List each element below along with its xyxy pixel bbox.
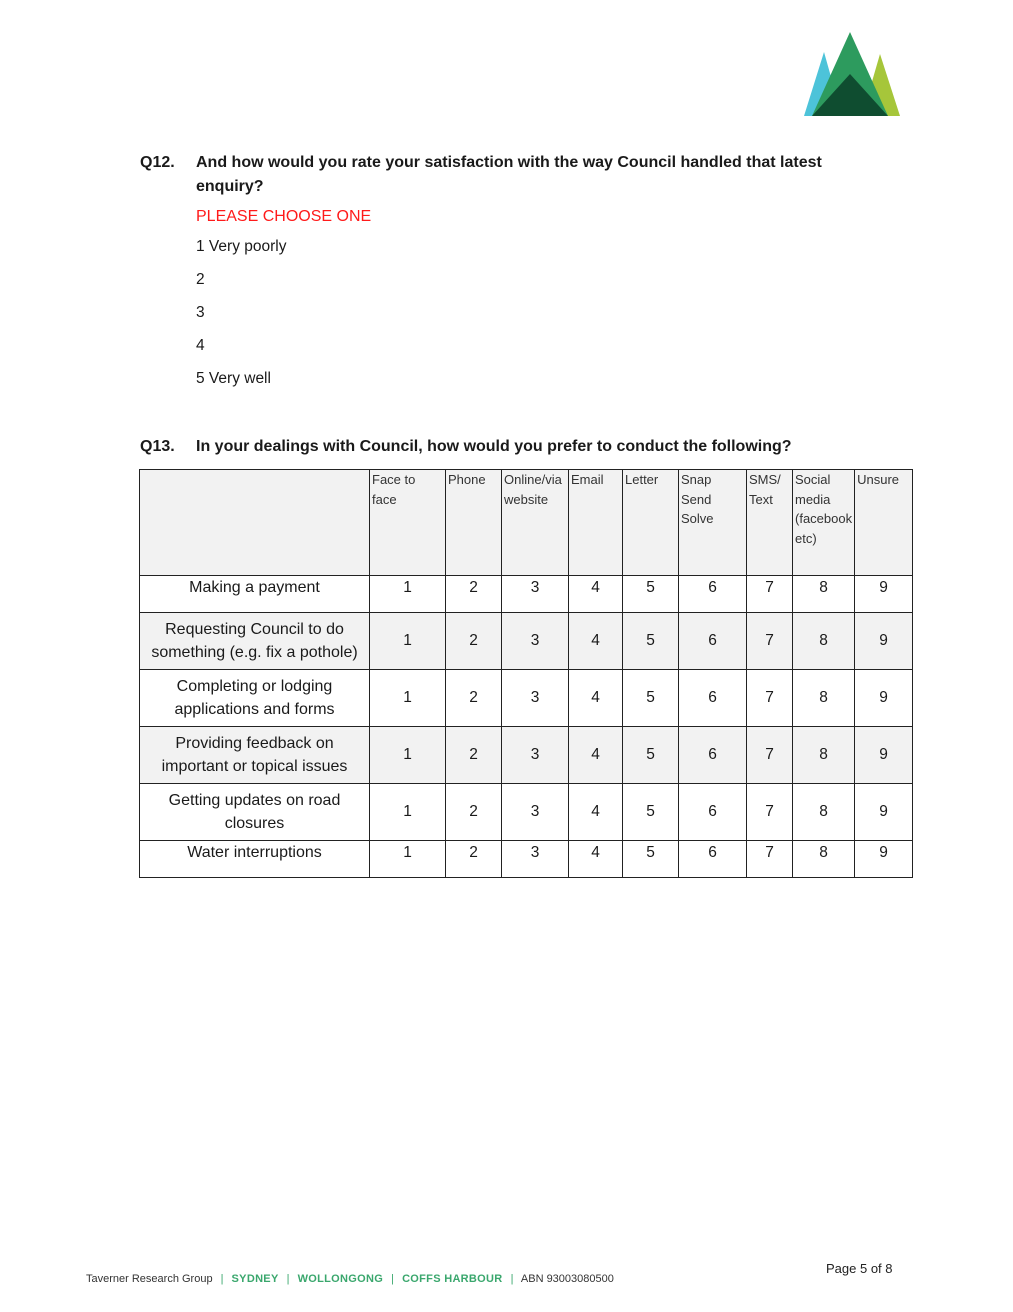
code-cell[interactable]: 3 [502,670,569,727]
row-label: Getting updates on road closures [140,784,370,841]
table-row [140,784,913,841]
code-cell[interactable]: 2 [446,841,502,878]
code-cell[interactable]: 8 [793,784,855,841]
row-label: Water interruptions [140,841,370,878]
option-5[interactable]: 5 Very well [196,370,271,387]
footer-separator: | [391,1273,394,1285]
table-row [140,727,913,784]
row-label: Making a payment [140,576,370,613]
footer-abn: ABN 93003080500 [520,1273,614,1285]
row-label: Completing or lodging applications and forms [140,670,370,727]
table-row [140,841,913,878]
table-row [140,576,913,613]
col-sms: SMS/ Text [747,470,793,576]
code-cell[interactable]: 6 [679,841,747,878]
code-cell[interactable]: 2 [446,727,502,784]
question-12-options [196,237,836,402]
row-label: Requesting Council to do something (e.g. fix a pothole) [140,613,370,670]
code-cell[interactable]: 7 [747,670,793,727]
option-4[interactable]: 4 [196,337,205,354]
table-row [140,670,913,727]
code-cell[interactable]: 4 [569,670,623,727]
col-phone: Phone [446,470,502,576]
col-snap-send-solve: Snap Send Solve [679,470,747,576]
code-cell[interactable]: 7 [747,576,793,613]
col-unsure: Unsure [855,470,913,576]
code-cell[interactable]: 3 [502,784,569,841]
col-social-media: Social media (facebook etc) [793,470,855,576]
code-cell[interactable]: 1 [370,841,446,878]
option-3[interactable]: 3 [196,304,205,321]
code-cell[interactable]: 1 [370,670,446,727]
footer-company: Taverner Research Group [86,1273,213,1285]
grid-corner-cell [140,470,370,576]
code-cell[interactable]: 2 [446,670,502,727]
code-cell[interactable]: 6 [679,670,747,727]
code-cell[interactable]: 5 [623,727,679,784]
code-cell[interactable]: 8 [793,841,855,878]
code-cell[interactable]: 3 [502,576,569,613]
code-cell[interactable]: 7 [747,784,793,841]
code-cell[interactable]: 3 [502,727,569,784]
question-12 [140,151,836,402]
code-cell[interactable]: 9 [855,727,913,784]
code-cell[interactable]: 5 [623,841,679,878]
option-2[interactable]: 2 [196,271,205,288]
table-row [140,613,913,670]
code-cell[interactable]: 5 [623,670,679,727]
code-cell[interactable]: 4 [569,727,623,784]
code-cell[interactable]: 3 [502,613,569,670]
question-12-instruction: PLEASE CHOOSE ONE [196,208,372,225]
code-cell[interactable]: 1 [370,576,446,613]
code-cell[interactable]: 1 [370,613,446,670]
code-cell[interactable]: 8 [793,670,855,727]
code-cell[interactable]: 2 [446,784,502,841]
code-cell[interactable]: 8 [793,576,855,613]
code-cell[interactable]: 1 [370,784,446,841]
code-cell[interactable]: 9 [855,613,913,670]
footer-city-sydney: SYDNEY [231,1273,279,1285]
code-cell[interactable]: 9 [855,841,913,878]
code-cell[interactable]: 8 [793,613,855,670]
page-number: Page 5 of 8 [826,1261,893,1276]
code-cell[interactable]: 2 [446,576,502,613]
col-email: Email [569,470,623,576]
code-cell[interactable]: 8 [793,727,855,784]
company-logo [804,32,900,118]
code-cell[interactable]: 6 [679,727,747,784]
footer-city-wollongong: WOLLONGONG [297,1273,384,1285]
grid-header-row [140,470,913,576]
question-12-text: And how would you rate your satisfaction with the way Council handled that latest enquiry? [196,154,822,195]
code-cell[interactable]: 3 [502,841,569,878]
question-13-heading [140,435,896,459]
code-cell[interactable]: 5 [623,784,679,841]
question-12-heading [140,151,836,199]
footer-company-line [86,1273,614,1285]
col-online: Online/via website [502,470,569,576]
code-cell[interactable]: 6 [679,576,747,613]
question-13-number: Q13. [140,438,175,455]
code-cell[interactable]: 4 [569,784,623,841]
row-label: Providing feedback on important or topical issues [140,727,370,784]
code-cell[interactable]: 2 [446,613,502,670]
footer-separator: | [220,1273,224,1285]
option-1[interactable]: 1 Very poorly [196,238,287,255]
code-cell[interactable]: 5 [623,613,679,670]
preference-grid [139,469,913,878]
footer-separator: | [510,1273,514,1285]
footer-city-coffs-harbour: COFFS HARBOUR [402,1273,503,1285]
col-letter: Letter [623,470,679,576]
code-cell[interactable]: 4 [569,613,623,670]
code-cell[interactable]: 7 [747,727,793,784]
col-face-to-face: Face to face [370,470,446,576]
code-cell[interactable]: 7 [747,613,793,670]
footer-separator: | [286,1273,290,1285]
code-cell[interactable]: 4 [569,576,623,613]
code-cell[interactable]: 6 [679,784,747,841]
code-cell[interactable]: 5 [623,576,679,613]
code-cell[interactable]: 9 [855,670,913,727]
code-cell[interactable]: 4 [569,841,623,878]
question-13 [140,435,896,459]
code-cell[interactable]: 9 [855,784,913,841]
code-cell[interactable]: 1 [370,727,446,784]
code-cell[interactable]: 6 [679,613,747,670]
question-12-number: Q12. [140,154,175,171]
code-cell[interactable]: 9 [855,576,913,613]
code-cell[interactable]: 7 [747,841,793,878]
question-13-text: In your dealings with Council, how would you prefer to conduct the following? [196,438,792,455]
